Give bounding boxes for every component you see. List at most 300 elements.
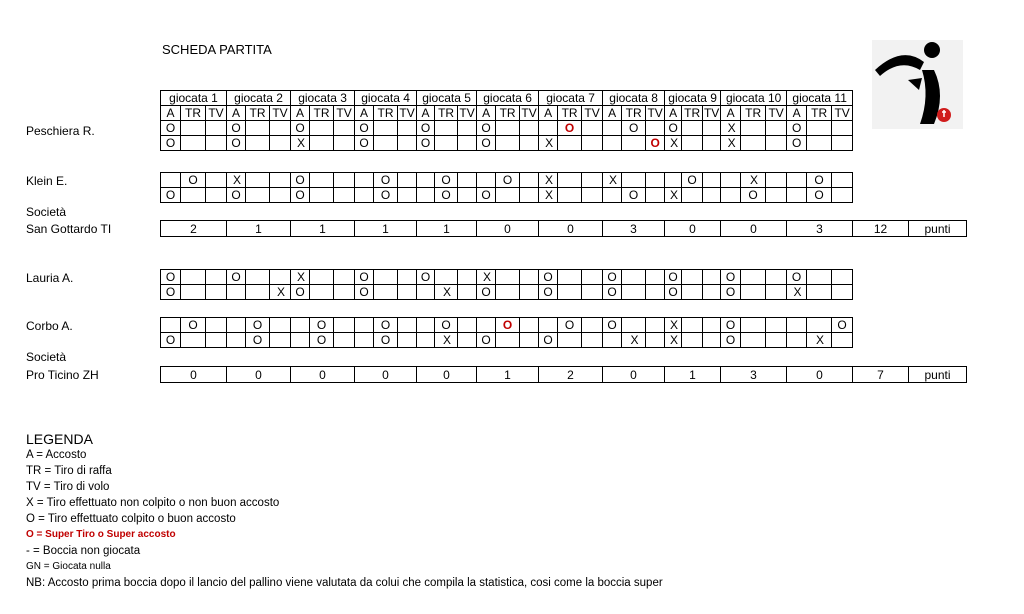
empty-cell (646, 270, 665, 285)
giocata-header: giocata 5 (417, 91, 477, 106)
throw-row (161, 318, 853, 333)
empty-cell (603, 136, 622, 151)
giocata-points: 3 (787, 221, 853, 237)
mark-cell: O (161, 188, 181, 203)
giocata-points: 2 (161, 221, 227, 237)
player-name: Corbo A. (26, 319, 73, 333)
mark-cell: O (374, 333, 398, 348)
empty-cell (355, 318, 374, 333)
empty-cell (374, 136, 398, 151)
empty-cell (398, 136, 417, 151)
legend-line: TR = Tiro di raffa (26, 465, 112, 477)
empty-cell (206, 270, 227, 285)
empty-cell (398, 188, 417, 203)
empty-cell (832, 270, 853, 285)
empty-cell (558, 136, 582, 151)
mark-cell: O (477, 333, 496, 348)
giocata-points: 1 (291, 221, 355, 237)
empty-cell (398, 285, 417, 300)
empty-cell (646, 121, 665, 136)
empty-cell (206, 121, 227, 136)
mark-cell: O (622, 121, 646, 136)
empty-cell (291, 318, 310, 333)
empty-cell (539, 121, 558, 136)
mark-cell: O (246, 318, 270, 333)
mark-cell: O (539, 333, 558, 348)
empty-cell (558, 173, 582, 188)
giocata-points: 0 (539, 221, 603, 237)
giocata-header: giocata 10 (721, 91, 787, 106)
empty-cell (807, 270, 832, 285)
empty-cell (582, 136, 603, 151)
mark-cell: O (558, 318, 582, 333)
empty-cell (558, 285, 582, 300)
empty-cell (603, 121, 622, 136)
mark-cell: X (227, 173, 246, 188)
empty-cell (682, 285, 703, 300)
mark-cell: O (417, 270, 435, 285)
super-mark-cell: O (646, 136, 665, 151)
empty-cell (703, 318, 721, 333)
giocata-header: giocata 9 (665, 91, 721, 106)
mark-cell: O (291, 121, 310, 136)
empty-cell (520, 136, 539, 151)
empty-cell (374, 270, 398, 285)
empty-cell (206, 318, 227, 333)
empty-cell (766, 173, 787, 188)
subcol-header: TR (181, 106, 206, 121)
empty-cell (832, 188, 853, 203)
mark-cell: O (721, 318, 741, 333)
empty-cell (520, 285, 539, 300)
empty-cell (832, 121, 853, 136)
empty-cell (603, 188, 622, 203)
empty-cell (310, 285, 334, 300)
mark-cell: O (227, 188, 246, 203)
empty-cell (832, 285, 853, 300)
empty-cell (682, 188, 703, 203)
empty-cell (310, 121, 334, 136)
mark-cell: X (665, 188, 682, 203)
mark-cell: O (477, 121, 496, 136)
empty-cell (622, 318, 646, 333)
empty-cell (832, 173, 853, 188)
giocata-points: 1 (227, 221, 291, 237)
giocata-header: giocata 8 (603, 91, 665, 106)
mark-cell: X (603, 173, 622, 188)
mark-cell: X (787, 285, 807, 300)
empty-cell (417, 333, 435, 348)
mark-cell: O (374, 188, 398, 203)
giocata-header: giocata 3 (291, 91, 355, 106)
mark-cell: O (291, 188, 310, 203)
giocata-points: 0 (355, 367, 417, 383)
giocata-points: 3 (721, 367, 787, 383)
empty-cell (417, 188, 435, 203)
subcol-header: TV (334, 106, 355, 121)
mark-cell: X (435, 285, 458, 300)
mark-cell: O (435, 318, 458, 333)
empty-cell (766, 270, 787, 285)
mark-cell: X (539, 188, 558, 203)
empty-cell (227, 333, 246, 348)
empty-cell (807, 121, 832, 136)
empty-cell (787, 188, 807, 203)
subcol-header: TV (459, 106, 475, 120)
empty-cell (181, 285, 206, 300)
empty-cell (477, 318, 496, 333)
super-mark-cell: O (496, 318, 520, 333)
mark-cell: O (665, 121, 682, 136)
subcol-header-row (161, 106, 853, 121)
mark-cell: O (807, 173, 832, 188)
empty-cell (334, 270, 355, 285)
empty-cell (334, 188, 355, 203)
empty-cell (417, 318, 435, 333)
giocata-header: giocata 1 (161, 91, 227, 106)
giocata-points: 3 (603, 221, 665, 237)
mark-cell: O (246, 333, 270, 348)
giocata-header: giocata 7 (539, 91, 603, 106)
giocata-points: 0 (477, 221, 539, 237)
legend-heading: LEGENDA (26, 431, 93, 447)
giocata-points: 0 (417, 367, 477, 383)
mark-cell: O (435, 188, 458, 203)
empty-cell (520, 270, 539, 285)
empty-cell (310, 270, 334, 285)
mark-cell: X (291, 136, 310, 151)
legend-super: O = Super Tiro o Super accosto (26, 529, 176, 540)
giocata-points: 2 (539, 367, 603, 383)
empty-cell (582, 173, 603, 188)
player-name: Klein E. (26, 174, 68, 188)
throw-row (161, 188, 853, 203)
empty-cell (721, 188, 741, 203)
empty-cell (496, 121, 520, 136)
mark-cell: O (310, 333, 334, 348)
legend (26, 431, 663, 591)
societa-label: Società (26, 350, 67, 364)
empty-cell (582, 318, 603, 333)
empty-cell (458, 188, 477, 203)
mark-cell: O (496, 173, 520, 188)
subcol-header: TR (741, 106, 766, 121)
empty-cell (703, 188, 721, 203)
empty-cell (807, 318, 832, 333)
empty-cell (496, 136, 520, 151)
subcol-header: A (291, 106, 310, 121)
empty-cell (582, 188, 603, 203)
giocata-header: giocata 4 (355, 91, 417, 106)
subcol-header: TR (496, 106, 520, 121)
empty-cell (310, 173, 334, 188)
giocata-points: 0 (721, 221, 787, 237)
team-totals-table (160, 366, 967, 383)
empty-cell (622, 173, 646, 188)
empty-cell (334, 333, 355, 348)
empty-cell (766, 318, 787, 333)
player-name: Peschiera R. (26, 124, 95, 138)
empty-cell (703, 333, 721, 348)
mark-cell: O (161, 333, 181, 348)
empty-cell (477, 173, 496, 188)
empty-cell (496, 285, 520, 300)
empty-cell (270, 188, 291, 203)
empty-cell (646, 285, 665, 300)
legend-nb: NB: Accosto prima boccia dopo il lancio del pallino viene valutata da colui che compila la statistica, cosi come la boccia super (26, 577, 663, 589)
mark-cell: O (291, 285, 310, 300)
mark-cell: O (227, 121, 246, 136)
empty-cell (703, 285, 721, 300)
subcol-header: A (665, 106, 682, 121)
throw-row (161, 136, 853, 151)
mark-cell: X (270, 285, 291, 300)
empty-cell (703, 173, 721, 188)
empty-cell (520, 333, 539, 348)
empty-cell (539, 318, 558, 333)
empty-cell (246, 136, 270, 151)
mark-cell: O (161, 121, 181, 136)
giocata-header-row (161, 91, 853, 106)
subcol-header: TV (703, 106, 720, 120)
subcol-header: TR (435, 106, 458, 121)
empty-cell (682, 333, 703, 348)
giocata-header: giocata 11 (787, 91, 853, 106)
empty-cell (246, 270, 270, 285)
mark-cell: O (477, 188, 496, 203)
empty-cell (291, 333, 310, 348)
mark-cell: O (435, 173, 458, 188)
empty-cell (832, 333, 853, 348)
empty-cell (398, 318, 417, 333)
empty-cell (458, 136, 477, 151)
empty-cell (703, 270, 721, 285)
empty-cell (807, 285, 832, 300)
throw-row (161, 121, 853, 136)
empty-cell (417, 285, 435, 300)
empty-cell (807, 136, 832, 151)
subcol-header: A (227, 106, 246, 121)
empty-cell (355, 173, 374, 188)
mark-cell: O (417, 121, 435, 136)
empty-cell (741, 270, 766, 285)
subcol-header: TV (766, 106, 787, 121)
throw-row (161, 270, 853, 285)
empty-cell (682, 270, 703, 285)
empty-cell (435, 136, 458, 151)
mark-cell: O (539, 285, 558, 300)
empty-cell (310, 188, 334, 203)
empty-cell (622, 270, 646, 285)
totals-row (161, 221, 967, 237)
subcol-header: TR (558, 106, 582, 121)
giocata-points: 0 (227, 367, 291, 383)
empty-cell (310, 136, 334, 151)
subcol-header: TV (521, 106, 537, 120)
mark-cell: X (435, 333, 458, 348)
empty-cell (646, 188, 665, 203)
empty-cell (582, 285, 603, 300)
giocata-header: giocata 2 (227, 91, 291, 106)
giocata-points: 0 (291, 367, 355, 383)
subcol-header: TV (399, 106, 415, 120)
mark-cell: O (181, 318, 206, 333)
empty-cell (206, 136, 227, 151)
mark-cell: O (603, 270, 622, 285)
mark-cell: X (539, 173, 558, 188)
subcol-header: A (355, 106, 374, 121)
mark-cell: X (665, 136, 682, 151)
mark-cell: O (310, 318, 334, 333)
mark-cell: O (807, 188, 832, 203)
empty-cell (558, 270, 582, 285)
mark-cell: X (539, 136, 558, 151)
bocce-player-logo (872, 40, 963, 129)
mark-cell: O (291, 173, 310, 188)
empty-cell (458, 173, 477, 188)
mark-cell: O (539, 270, 558, 285)
empty-cell (206, 285, 227, 300)
empty-cell (741, 318, 766, 333)
subcol-header: A (539, 106, 558, 121)
mark-cell: O (227, 136, 246, 151)
mark-cell: X (807, 333, 832, 348)
mark-cell: X (665, 333, 682, 348)
subcol-header: TV (206, 106, 227, 121)
mark-cell: O (721, 270, 741, 285)
mark-cell: O (787, 270, 807, 285)
total-points: 7 (853, 367, 909, 383)
empty-cell (270, 333, 291, 348)
subcol-header: A (477, 106, 496, 121)
empty-cell (398, 121, 417, 136)
subcol-header: TR (622, 106, 646, 121)
giocata-points: 1 (477, 367, 539, 383)
empty-cell (270, 136, 291, 151)
empty-cell (787, 318, 807, 333)
empty-cell (246, 121, 270, 136)
throw-row (161, 285, 853, 300)
empty-cell (181, 333, 206, 348)
empty-cell (622, 285, 646, 300)
team-name: San Gottardo TI (26, 222, 112, 236)
empty-cell (398, 270, 417, 285)
mark-cell: O (355, 121, 374, 136)
empty-cell (520, 121, 539, 136)
punti-label: punti (909, 221, 967, 237)
empty-cell (646, 318, 665, 333)
mark-cell: X (721, 121, 741, 136)
empty-cell (703, 121, 721, 136)
player-score-table (160, 90, 853, 151)
mark-cell: X (665, 318, 682, 333)
mark-cell: O (787, 121, 807, 136)
legend-line: O = Tiro effettuato colpito o buon accosto (26, 513, 236, 525)
empty-cell (355, 188, 374, 203)
empty-cell (766, 136, 787, 151)
giocata-points: 0 (161, 367, 227, 383)
totals-row (161, 367, 967, 383)
mark-cell: O (603, 318, 622, 333)
team-name: Pro Ticino ZH (26, 368, 99, 382)
empty-cell (520, 173, 539, 188)
mark-cell: O (374, 173, 398, 188)
empty-cell (458, 285, 477, 300)
empty-cell (665, 173, 682, 188)
empty-cell (520, 188, 539, 203)
mark-cell: O (417, 136, 435, 151)
legend-line: X = Tiro effettuato non colpito o non buon accosto (26, 497, 280, 509)
empty-cell (458, 318, 477, 333)
subcol-header: TR (374, 106, 398, 121)
empty-cell (496, 333, 520, 348)
player-name: Lauria A. (26, 271, 74, 285)
legend-line: GN = Giocata nulla (26, 561, 111, 572)
empty-cell (682, 318, 703, 333)
mark-cell: O (741, 188, 766, 203)
subcol-header: TR (310, 106, 334, 121)
mark-cell: O (355, 270, 374, 285)
empty-cell (398, 173, 417, 188)
empty-cell (520, 318, 539, 333)
subcol-header: A (721, 106, 741, 121)
empty-cell (787, 333, 807, 348)
empty-cell (181, 136, 206, 151)
team-totals-table (160, 220, 967, 237)
empty-cell (246, 173, 270, 188)
empty-cell (582, 121, 603, 136)
empty-cell (227, 285, 246, 300)
empty-cell (741, 121, 766, 136)
subcol-header: TV (647, 106, 663, 120)
empty-cell (582, 333, 603, 348)
empty-cell (766, 333, 787, 348)
empty-cell (181, 270, 206, 285)
throw-row (161, 173, 853, 188)
empty-cell (721, 173, 741, 188)
empty-cell (682, 136, 703, 151)
legend-line: TV = Tiro di volo (26, 481, 110, 493)
empty-cell (270, 270, 291, 285)
throw-row (161, 333, 853, 348)
subcol-header: TV (832, 106, 853, 121)
giocata-points: 1 (355, 221, 417, 237)
subcol-header: TR (246, 106, 270, 121)
empty-cell (435, 270, 458, 285)
subcol-header: TV (582, 106, 603, 121)
empty-cell (161, 173, 181, 188)
empty-cell (270, 173, 291, 188)
empty-cell (832, 136, 853, 151)
empty-cell (682, 121, 703, 136)
mark-cell: O (603, 285, 622, 300)
empty-cell (355, 333, 374, 348)
punti-label: punti (909, 367, 967, 383)
empty-cell (374, 285, 398, 300)
mark-cell: O (355, 136, 374, 151)
empty-cell (161, 318, 181, 333)
total-points: 12 (853, 221, 909, 237)
empty-cell (646, 173, 665, 188)
empty-cell (246, 188, 270, 203)
empty-cell (246, 285, 270, 300)
empty-cell (181, 188, 206, 203)
legend-line: A = Accosto (26, 449, 87, 461)
legend-line: - = Boccia non giocata (26, 545, 141, 557)
empty-cell (741, 136, 766, 151)
mark-cell: O (161, 136, 181, 151)
mark-cell: O (721, 333, 741, 348)
